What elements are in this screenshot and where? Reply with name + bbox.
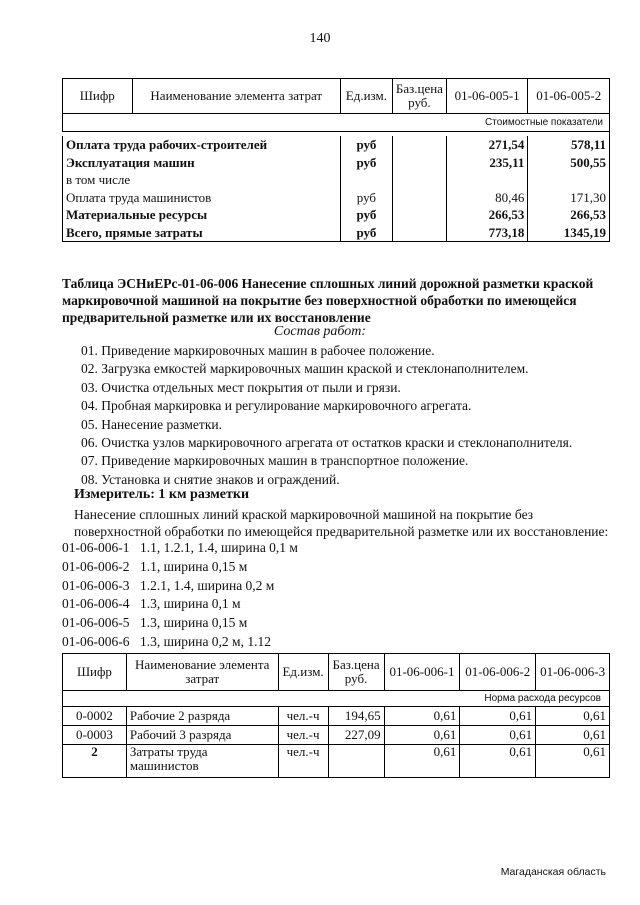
list-item: 06. Очистка узлов маркировочного агрегата от остатков краски и стеклонаполнителя.: [81, 435, 573, 451]
row-value-1: 235,11: [446, 154, 527, 172]
table-row: [63, 171, 610, 189]
list-item: 03. Очистка отдельных мест покрытия от пыли и грязи.: [81, 379, 401, 395]
row-unit: руб: [340, 136, 392, 154]
col-header-v3: 01-06-006-3: [536, 654, 610, 691]
row-unit: руб: [340, 189, 392, 207]
row-name: Затраты труда машинистов: [126, 745, 278, 778]
code-text: 1.3, ширина 0,1 м: [140, 596, 241, 612]
code-id: 01-06-006-1: [62, 540, 130, 555]
table-row: [63, 206, 610, 224]
code-text: 1.3, ширина 0,2 м, 1.12: [140, 633, 271, 649]
row-unit: руб: [340, 154, 392, 172]
list-item: [62, 614, 298, 633]
row-value-3: 0,61: [536, 745, 610, 778]
row-value-1: 773,18: [446, 224, 527, 242]
table-row: [63, 707, 610, 726]
table-row: [63, 224, 610, 242]
row-code: 0-0002: [63, 707, 127, 726]
row-code: 2: [63, 745, 127, 778]
row-value-2: 0,61: [460, 745, 536, 778]
row-value-1: 0,61: [384, 745, 460, 778]
code-text: 1.2.1, 1.4, ширина 0,2 м: [140, 577, 275, 593]
row-unit: чел.-ч: [278, 726, 328, 745]
col-header-name: Наименование элемента затрат: [132, 79, 340, 114]
col-header-name: Наименование элемента затрат: [126, 654, 278, 691]
row-value-1: 80,46: [446, 189, 527, 207]
table-header-row: [63, 654, 610, 691]
col-header-code: Шифр: [63, 654, 127, 691]
code-text: 1.1, 1.2.1, 1.4, ширина 0,1 м: [140, 540, 298, 555]
col-header-unit: Ед.изм.: [278, 654, 328, 691]
table-row: [63, 726, 610, 745]
page-number: 140: [309, 31, 331, 46]
work-heading: Состав работ:: [273, 324, 367, 339]
row-unit: чел.-ч: [278, 745, 328, 778]
row-code: 0-0003: [63, 726, 127, 745]
cost-table: [62, 78, 610, 242]
row-value-2: 1345,19: [528, 224, 610, 242]
row-unit: руб: [340, 206, 392, 224]
list-item: 07. Приведение маркировочных машин в транспортное положение.: [81, 453, 469, 469]
subheader-label: Норма расхода ресурсов: [63, 691, 610, 707]
row-name: в том числе: [63, 171, 341, 189]
row-value-1: 271,54: [446, 136, 527, 154]
row-value-1: 266,53: [446, 206, 527, 224]
list-item: [62, 577, 298, 596]
list-item: 02. Загрузка емкостей маркировочных машин краской и стеклонаполнителем.: [81, 361, 529, 377]
code-id: 01-06-006-5: [62, 615, 130, 631]
row-value-2: 500,55: [528, 154, 610, 172]
table-row: [63, 189, 610, 207]
row-value-2: 578,11: [528, 136, 610, 154]
row-name: Рабочий 3 разряда: [126, 726, 278, 745]
code-id: 01-06-006-6: [62, 633, 130, 649]
row-name: Всего, прямые затраты: [63, 224, 341, 242]
col-header-v1: 01-06-005-1: [446, 79, 527, 114]
code-id: 01-06-006-2: [62, 558, 130, 574]
list-item: 08. Установка и снятие знаков и ограждений.: [81, 471, 340, 487]
table-header-row: [63, 79, 610, 114]
work-list: [81, 342, 611, 489]
table-row: [63, 154, 610, 172]
row-price: [328, 745, 384, 778]
subheader-label: Стоимостные показатели: [63, 114, 610, 132]
row-value-1: 0,61: [384, 707, 460, 726]
section-title: Таблица ЭСНиЕРс-01-06-006 Нанесение сплошных линий дорожной разметки краской маркировочной машиной на покрытие без поверхностной обработки по имеющейся предварительной разметке или их восстановление: [62, 276, 594, 325]
row-name: Рабочие 2 разряда: [126, 707, 278, 726]
row-name: Эксплуатация машин: [63, 154, 341, 172]
code-text: 1.1, ширина 0,15 м: [140, 558, 248, 574]
list-item: [62, 539, 298, 558]
col-header-code: Шифр: [63, 79, 133, 114]
row-value-2: 0,61: [460, 707, 536, 726]
row-value-3: 0,61: [536, 726, 610, 745]
code-id: 01-06-006-4: [62, 596, 130, 612]
row-value-1: 0,61: [384, 726, 460, 745]
description: Нанесение сплошных линий краской маркировочной машиной на покрытие без поверхностной обработки по имеющейся предварительной разметке или их восстановление:: [74, 507, 609, 539]
code-list: [62, 539, 298, 652]
meter-label: Измеритель: 1 км разметки: [74, 487, 250, 502]
list-item: 04. Пробная маркировка и регулирование маркировочного агрегата.: [81, 398, 472, 414]
row-value-2: 0,61: [460, 726, 536, 745]
row-price: 227,09: [328, 726, 384, 745]
table-row: [63, 136, 610, 154]
list-item: [62, 633, 298, 652]
list-item: 05. Нанесение разметки.: [81, 416, 222, 432]
row-name: Оплата труда машинистов: [63, 189, 341, 207]
row-name: Материальные ресурсы: [63, 206, 341, 224]
subheader-row: [63, 691, 610, 707]
list-item: 01. Приведение маркировочных машин в рабочее положение.: [81, 343, 435, 358]
list-item: [62, 558, 298, 577]
row-value-2: 171,30: [528, 189, 610, 207]
resource-table: [62, 653, 610, 778]
row-unit: руб: [340, 224, 392, 242]
row-value-2: 266,53: [528, 206, 610, 224]
col-header-price: Баз.цена руб.: [328, 654, 384, 691]
row-price: 194,65: [328, 707, 384, 726]
code-id: 01-06-006-3: [62, 577, 130, 593]
col-header-v1: 01-06-006-1: [384, 654, 460, 691]
table-row: [63, 745, 610, 778]
row-unit: чел.-ч: [278, 707, 328, 726]
col-header-unit: Ед.изм.: [340, 79, 392, 114]
footer-region: Магаданская область: [500, 866, 606, 878]
col-header-price: Баз.цена руб.: [392, 79, 446, 114]
row-value-3: 0,61: [536, 707, 610, 726]
row-name: Оплата труда рабочих-строителей: [63, 136, 341, 154]
col-header-v2: 01-06-005-2: [528, 79, 610, 114]
code-text: 1.3, ширина 0,15 м: [140, 615, 248, 631]
list-item: [62, 595, 298, 614]
subheader-row: [63, 114, 610, 132]
col-header-v2: 01-06-006-2: [460, 654, 536, 691]
